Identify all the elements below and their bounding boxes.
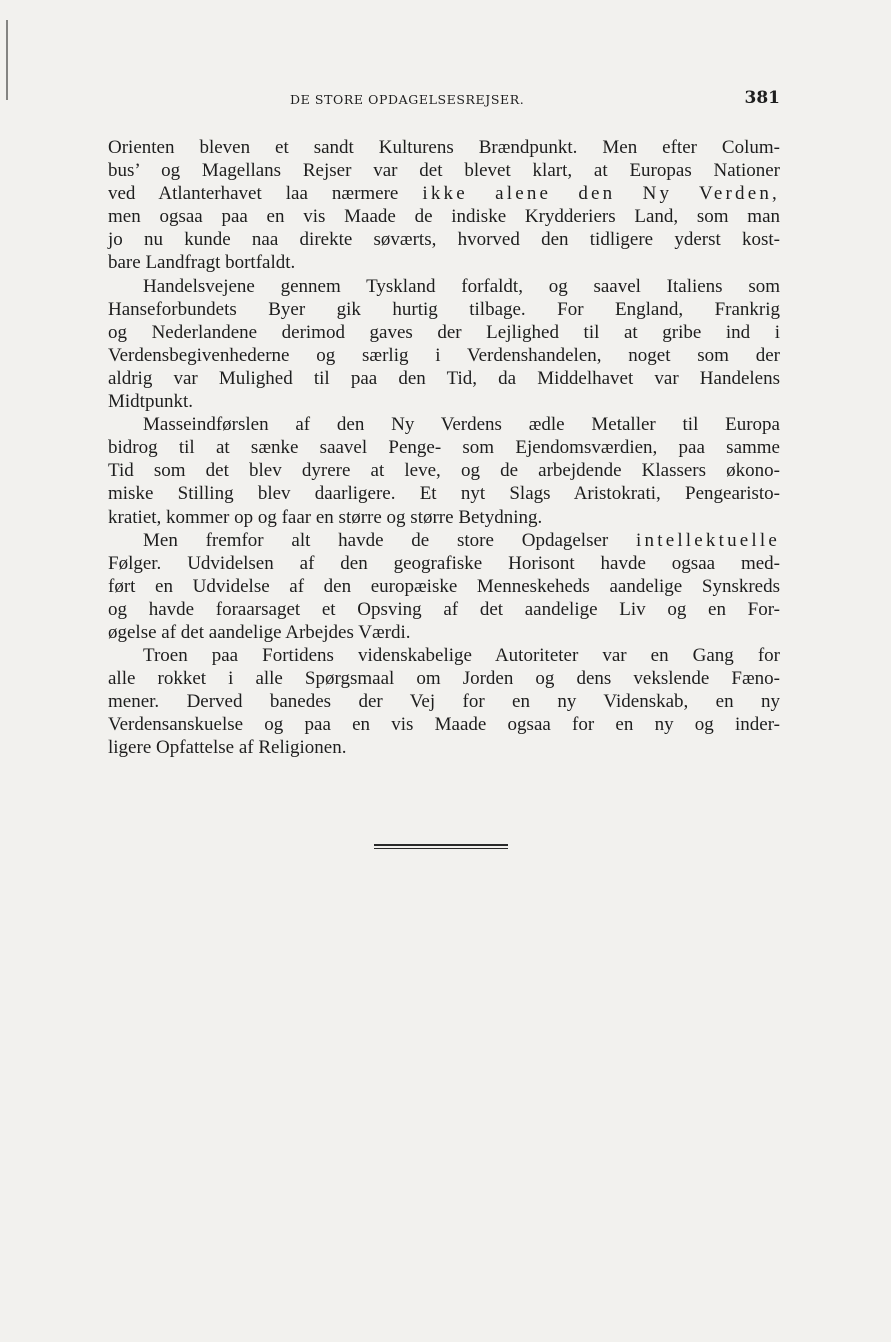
emphasized-text: intellektuelle	[636, 529, 781, 551]
page-number: 381	[744, 88, 780, 108]
text-line: øgelse af det aandelige Arbejdes Værdi.	[108, 621, 411, 643]
section-end-rule	[374, 844, 508, 851]
running-title: DE STORE OPDAGELSESREJSER.	[290, 92, 525, 107]
text-fragment: Men fremfor alt havde de store Opdagelser	[143, 529, 609, 551]
text-line: og Nederlandene derimod gaves der Lejlighed til at gribe ind i	[108, 321, 780, 343]
text-line: kratiet, kommer op og faar en større og større Betydning.	[108, 506, 543, 528]
text-line: Verdensbegivenhederne og særlig i Verdenshandelen, noget som der	[108, 344, 780, 366]
page-edge-mark	[6, 20, 8, 100]
text-line: men ogsaa paa en vis Maade de indiske Krydderiers Land, som man	[108, 206, 780, 228]
text-line: og havde foraarsaget et Opsving af det aandelige Liv og en For-	[108, 598, 780, 620]
text-line	[108, 529, 780, 552]
body-text	[108, 136, 780, 760]
text-line: Hanseforbundets Byer gik hurtig tilbage. For England, Frankrig	[108, 298, 780, 320]
text-line: Tid som det blev dyrere at leve, og de arbejdende Klassers økono-	[108, 460, 780, 482]
text-line: Masseindførslen af den Ny Verdens ædle Metaller til Europa	[143, 414, 780, 436]
text-line: Handelsvejene gennem Tyskland forfaldt, og saavel Italiens som	[143, 275, 780, 297]
text-line: Følger. Udvidelsen af den geografiske Horisont havde ogsaa med-	[108, 552, 780, 574]
rule-line	[374, 848, 508, 850]
text-fragment: ved Atlanterhavet laa nærmere	[108, 183, 399, 205]
text-line: Orienten bleven et sandt Kulturens Brændpunkt. Men efter Colum-	[108, 137, 780, 158]
rule-line	[374, 844, 508, 846]
text-line: Midtpunkt.	[108, 391, 193, 413]
text-line: ført en Udvidelse af den europæiske Menneskeheds aandelige Synskreds	[108, 575, 780, 597]
text-line: bare Landfragt bortfaldt.	[108, 252, 296, 274]
text-line: Troen paa Fortidens videnskabelige Autoriteter var en Gang for	[143, 645, 780, 667]
running-head	[108, 88, 780, 114]
text-line: Verdensanskuelse og paa en vis Maade ogsaa for en ny og inder-	[108, 714, 780, 736]
text-line	[108, 182, 780, 205]
text-line: jo nu kunde naa direkte søværts, hvorved den tidligere yderst kost-	[108, 229, 780, 251]
text-line: aldrig var Mulighed til paa den Tid, da Middelhavet var Handelens	[108, 367, 780, 389]
text-line: ligere Opfattelse af Religionen.	[108, 737, 347, 759]
text-line: bus’ og Magellans Rejser var det blevet klart, at Europas Nationer	[108, 160, 780, 182]
text-line: mener. Derved banedes der Vej for en ny Videnskab, en ny	[108, 691, 780, 713]
text-line: alle rokket i alle Spørgsmaal om Jorden og dens vekslende Fæno-	[108, 668, 780, 690]
text-line: miske Stilling blev daarligere. Et nyt Slags Aristokrati, Pengearisto-	[108, 483, 780, 505]
emphasized-text: ikke alene den Ny Verden,	[422, 183, 780, 205]
text-line: bidrog til at sænke saavel Penge- som Ejendomsværdien, paa samme	[108, 437, 780, 459]
